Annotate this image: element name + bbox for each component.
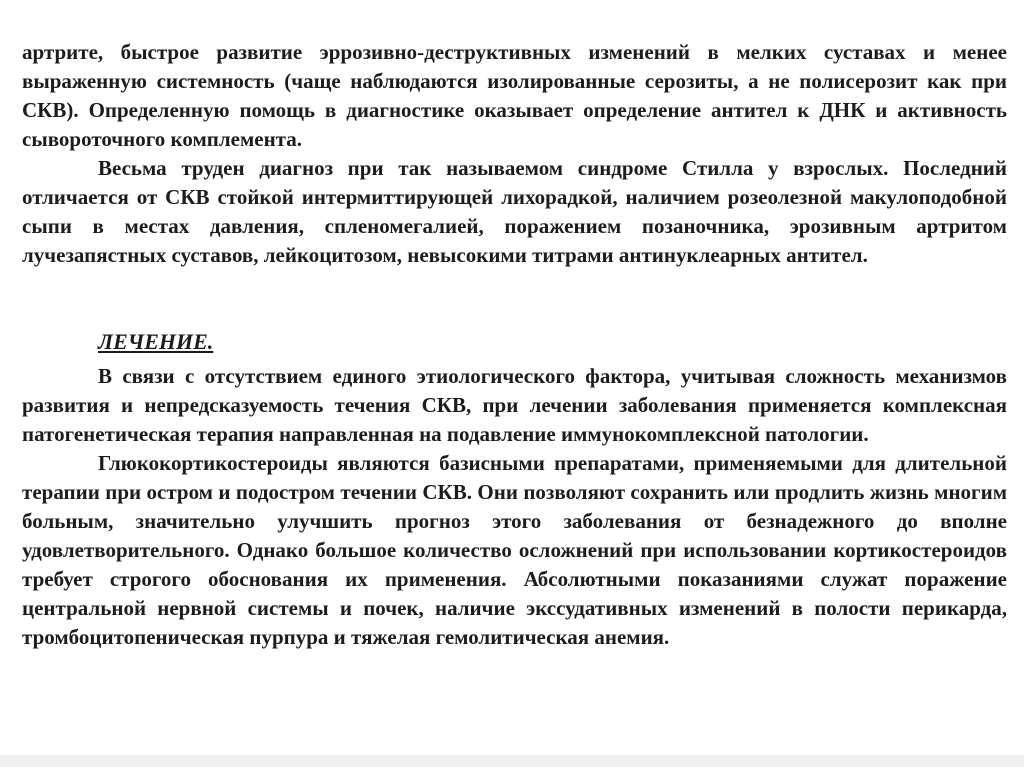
paragraph-arthritis-differential: артрите, быстрое развитие эррозивно-деструктивных изменений в мелких суставах и менее выраженную системность (чаще наблюдаются изолированные серозиты, а не полисерозит как при СКВ). Определенную помощь в диагностике оказывает определение антител к ДНК и активность сывороточного комплемента. — [22, 40, 1007, 151]
section-spacer — [22, 270, 1007, 324]
bottom-strip — [0, 755, 1024, 767]
document-page — [22, 38, 1007, 652]
section-heading-treatment: ЛЕЧЕНИЕ. — [98, 329, 214, 354]
paragraph-pathogenetic-therapy: В связи с отсутствием единого этиологического фактора, учитывая сложность механизмов развития и непредсказуемость течения СКВ, при лечении заболевания применяется комплексная патогенетическая терапия направленная на подавление иммунокомплексной патологии. — [22, 364, 1007, 446]
paragraph-still-syndrome: Весьма труден диагноз при так называемом синдроме Стилла у взрослых. Последний отличается от СКВ стойкой интермиттирующей лихорадкой, наличием розеолезной макулоподобной сыпи в местах давления, спленомегалией, поражением позаночника, эрозивным артритом лучезапястных суставов, лейкоцитозом, невысокими титрами антинуклеарных антител. — [22, 156, 1007, 267]
paragraph-glucocorticoids: Глюкокортикостероиды являются базисными препаратами, применяемыми для длительной терапии при остром и подостром течении СКВ. Они позволяют сохранить или продлить жизнь многим больным, значительно улучшить прогноз этого заболевания от безнадежного до вполне удовлетворительного. Однако большое количество осложнений при использовании кортикостероидов требует строгого обоснования их применения. Абсолютными показаниями служат поражение центральной нервной системы и почек, наличие экссудативных изменений в полости перикарда, тромбоцитопеническая пурпура и тяжелая гемолитическая анемия. — [22, 451, 1007, 649]
